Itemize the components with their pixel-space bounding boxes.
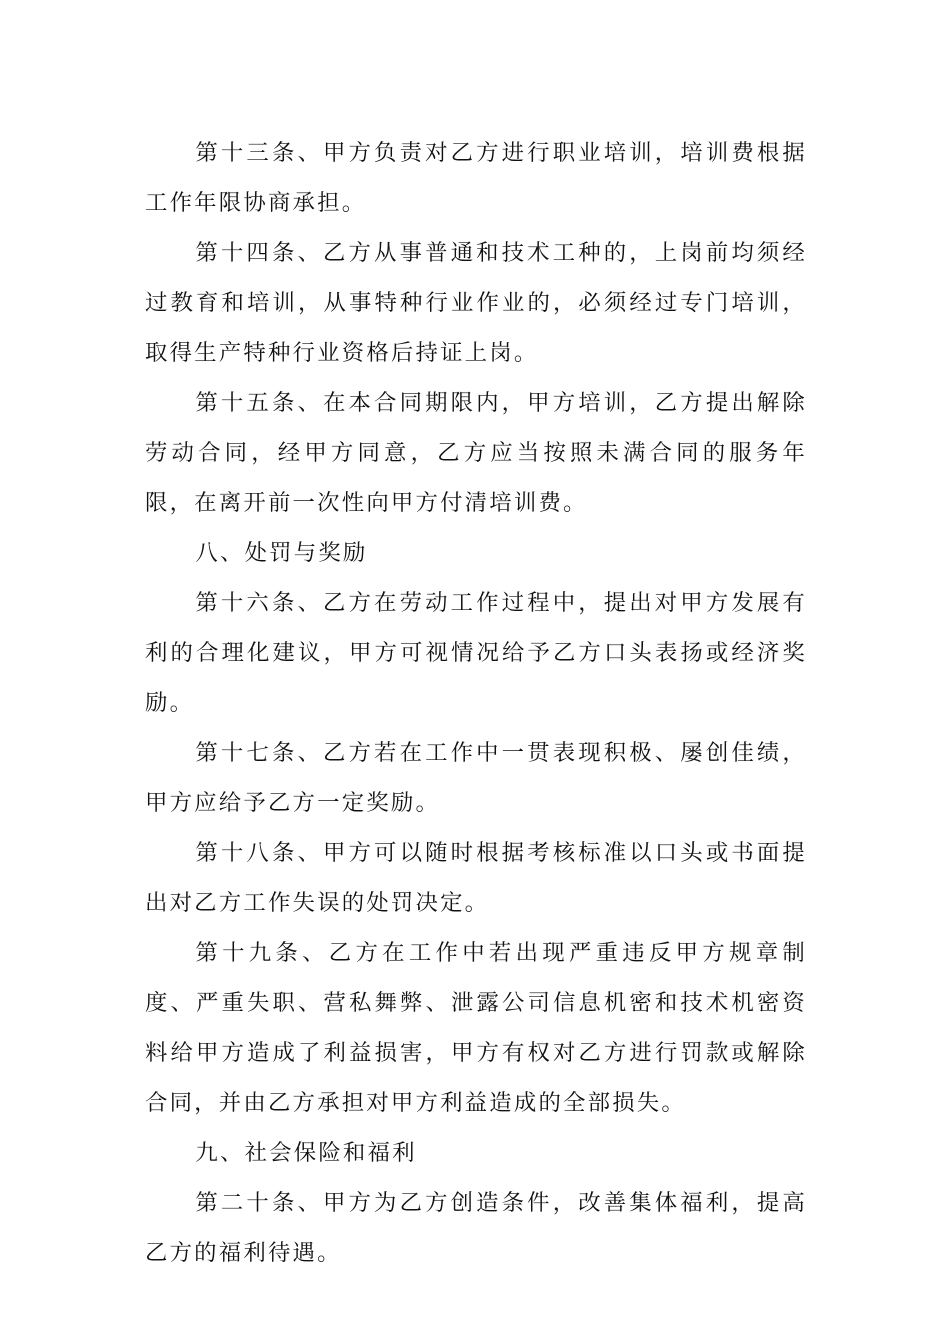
clause-14: 第十四条、乙方从事普通和技术工种的，上岗前均须经过教育和培训，从事特种行业作业的，必须经过专门培训，取得生产特种行业资格后持证上岗。 (145, 240, 807, 366)
section-heading-8: 八、处罚与奖励 (195, 540, 368, 566)
clause-18: 第十八条、甲方可以随时根据考核标准以口头或书面提出对乙方工作失误的处罚决定。 (145, 840, 807, 916)
clause-15: 第十五条、在本合同期限内，甲方培训，乙方提出解除劳动合同，经甲方同意，乙方应当按照未满合同的服务年限，在离开前一次性向甲方付清培训费。 (145, 390, 807, 516)
clause-17: 第十七条、乙方若在工作中一贯表现积极、屡创佳绩，甲方应给予乙方一定奖励。 (145, 740, 807, 816)
clause-19: 第十九条、乙方在工作中若出现严重违反甲方规章制度、严重失职、营私舞弊、泄露公司信息机密和技术机密资料给甲方造成了利益损害，甲方有权对乙方进行罚款或解除合同，并由乙方承担对甲方利益造成的全部损失。 (145, 940, 807, 1116)
clause-13: 第十三条、甲方负责对乙方进行职业培训，培训费根据工作年限协商承担。 (145, 140, 807, 216)
section-heading-9: 九、社会保险和福利 (195, 1140, 417, 1166)
clause-16: 第十六条、乙方在劳动工作过程中，提出对甲方发展有利的合理化建议，甲方可视情况给予乙方口头表扬或经济奖励。 (145, 590, 807, 716)
clause-20: 第二十条、甲方为乙方创造条件，改善集体福利，提高乙方的福利待遇。 (145, 1190, 807, 1266)
